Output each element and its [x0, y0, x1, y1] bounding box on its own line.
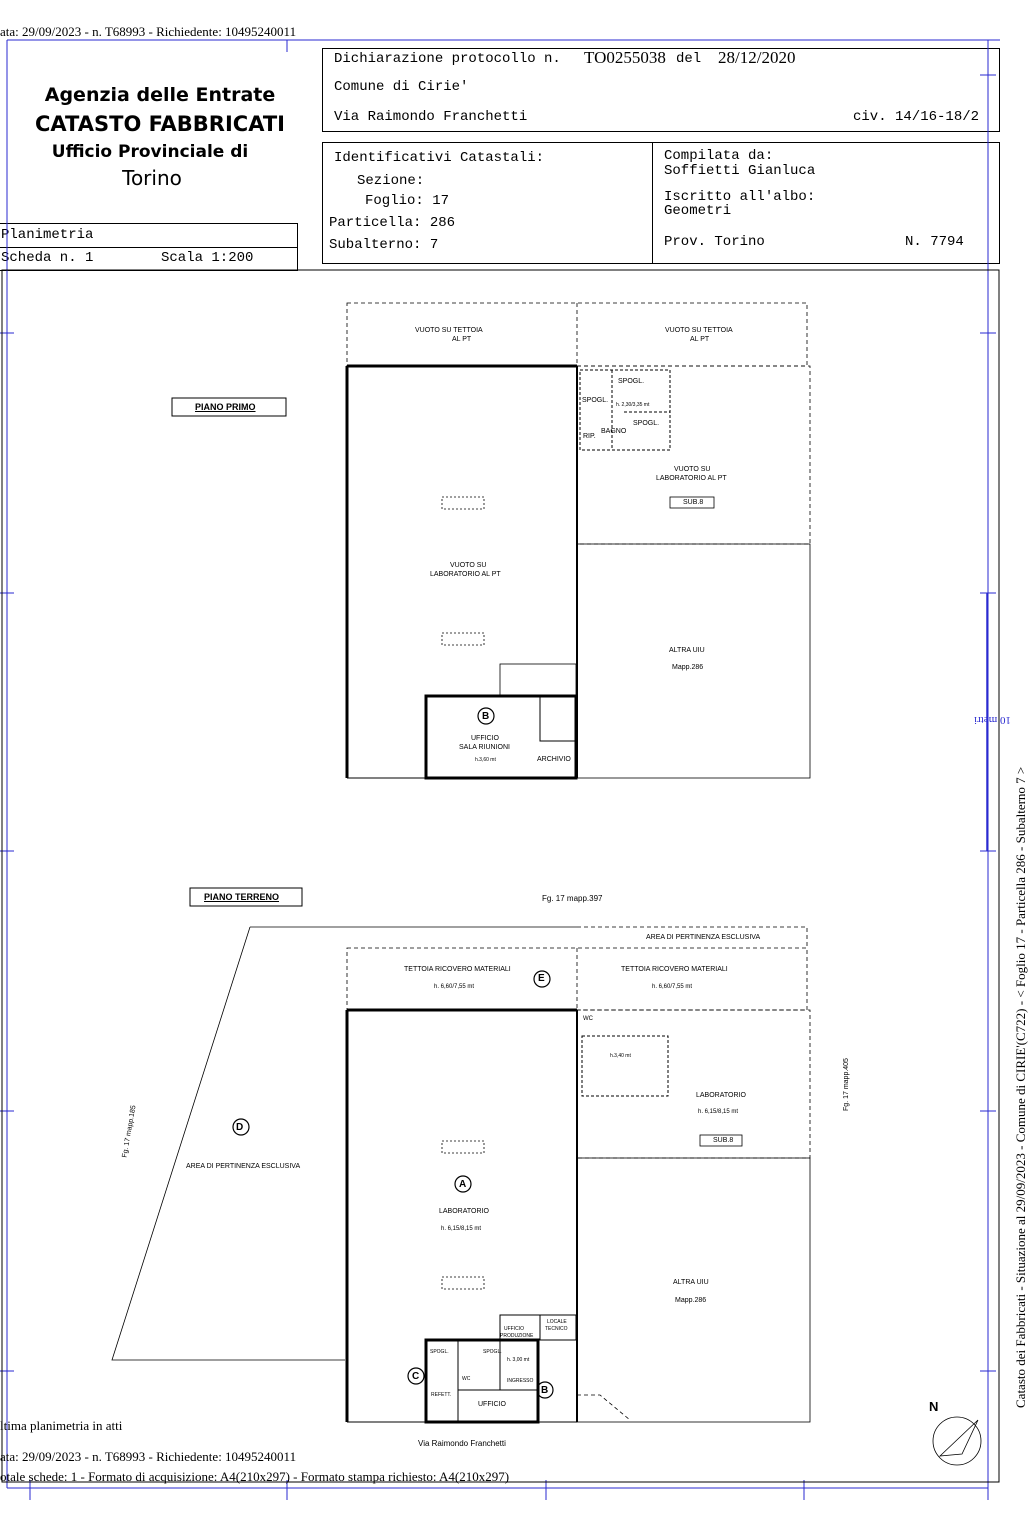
- label-h-lab-right: h. 6,15/8,15 mt: [698, 1109, 739, 1115]
- label-laboratorio-left: LABORATORIO: [439, 1208, 489, 1215]
- north-arrow-icon: [933, 1417, 981, 1465]
- label-tettoia-right-1: VUOTO SU TETTOIA: [665, 327, 733, 334]
- register-number: N. 7794: [905, 234, 964, 250]
- label-locale-1: LOCALE: [547, 1319, 567, 1325]
- label-h-ufficio: h.3,60 mt: [475, 757, 496, 763]
- identificativi-title: Identificativi Catastali:: [334, 150, 545, 166]
- compilata-name: Soffietti Gianluca: [664, 163, 816, 179]
- compilata-label: Compilata da:: [664, 148, 774, 164]
- label-spogl-3: SPOGL.: [633, 420, 660, 427]
- label-ufficio-terreno: UFFICIO: [478, 1401, 506, 1408]
- label-ufficio-prod-1: UFFICIO: [504, 1326, 524, 1332]
- subalterno-field: Subalterno: 7: [329, 237, 439, 253]
- label-e: E: [538, 973, 545, 984]
- label-c: C: [412, 1371, 420, 1382]
- label-d: D: [236, 1122, 244, 1133]
- label-archivio: ARCHIVIO: [537, 756, 571, 763]
- label-area-pert-top: AREA DI PERTINENZA ESCLUSIVA: [646, 934, 761, 941]
- province-field: Prov. Torino: [664, 234, 765, 250]
- label-sub8-terreno: SUB.8: [713, 1137, 734, 1144]
- address-street: Via Raimondo Franchetti: [334, 109, 528, 125]
- agency-name: Agenzia delle Entrate: [44, 84, 276, 106]
- label-h-300: h. 3,00 mt: [507, 1357, 530, 1363]
- label-mapp286-terreno: Mapp.286: [675, 1297, 707, 1304]
- foglio-field: Foglio: 17: [365, 193, 450, 209]
- label-refett: REFETT.: [431, 1392, 452, 1398]
- label-sala-riunioni: SALA RIUNIONI: [459, 744, 510, 751]
- label-tettoia-ric-right: TETTOIA RICOVERO MATERIALI: [621, 966, 728, 973]
- protocol-label: Dichiarazione protocollo n.: [334, 51, 561, 67]
- label-h-tettoia-left: h. 6,60/7,55 mt: [434, 984, 475, 990]
- particella-field: Particella: 286: [329, 215, 456, 231]
- iscritto-label: Iscritto all'albo:: [664, 189, 816, 205]
- scheda-number: Scheda n. 1: [1, 250, 94, 266]
- label-area-pert-left: AREA DI PERTINENZA ESCLUSIVA: [186, 1163, 301, 1170]
- label-fg-405: Fg. 17 mapp.405: [842, 1058, 850, 1111]
- label-piano-terreno: PIANO TERRENO: [204, 892, 280, 902]
- label-spogl-2: SPOGL.: [582, 397, 609, 404]
- label-laboratorio-right: LABORATORIO: [696, 1092, 746, 1099]
- totale-schede: otale schede: 1 - Formato di acquisizione: A4(210x297) - Formato stampa richiesto: A4(210x297): [0, 1469, 510, 1484]
- side-situation-text: Catasto dei Fabbricati - Situazione al 29/09/2023 - Comune di CIRIE'(C722) - < Foglio 17 - Particella 286 - Subalterno 7 >: [1013, 766, 1028, 1408]
- label-tettoia-left-1: VUOTO SU TETTOIA: [415, 327, 483, 334]
- comune-name: Comune di Cirie': [334, 79, 469, 95]
- iscritto-value: Geometri: [664, 203, 732, 219]
- label-altra-uiu-primo: ALTRA UIU: [669, 647, 705, 654]
- label-vuoto-lab-left-1: VUOTO SU: [450, 562, 487, 569]
- label-piano-primo: PIANO PRIMO: [195, 402, 256, 412]
- label-vuoto-lab-right-2: LABORATORIO AL PT: [656, 475, 727, 482]
- request-line-top: ata: 29/09/2023 - n. T68993 - Richiedente: 10495240011: [0, 24, 297, 39]
- label-ufficio-prod-2: PRODUZIONE: [500, 1333, 534, 1339]
- protocol-date: 28/12/2020: [718, 48, 796, 67]
- north-label: N: [929, 1399, 939, 1414]
- label-locale-2: TECNICO: [545, 1326, 568, 1332]
- label-fg-185: Fg. 17 mapp.185: [121, 1104, 138, 1159]
- label-tettoia-left-2: AL PT: [452, 336, 472, 343]
- scale-ruler-label: 10 metri: [974, 714, 1011, 726]
- label-a: A: [459, 1179, 467, 1190]
- sezione-field: Sezione:: [357, 173, 425, 189]
- label-mapp286-primo: Mapp.286: [672, 664, 704, 671]
- address-civic: civ. 14/16-18/2: [853, 109, 980, 125]
- label-b-primo: B: [482, 711, 490, 722]
- label-vuoto-lab-right-1: VUOTO SU: [674, 466, 711, 473]
- request-line-bottom: ata: 29/09/2023 - n. T68993 - Richiedente: 10495240011: [0, 1449, 297, 1464]
- label-spogl-terreno-2: SPOGL.: [483, 1349, 502, 1355]
- label-vuoto-lab-left-2: LABORATORIO AL PT: [430, 571, 501, 578]
- label-ufficio-primo: UFFICIO: [471, 735, 499, 742]
- label-rip: RIP.: [583, 433, 596, 440]
- planimetria-title: Planimetria: [1, 227, 94, 243]
- label-h-340: h.3,40 mt: [610, 1053, 631, 1059]
- agency-catasto: CATASTO FABBRICATI: [35, 112, 285, 136]
- label-h-tettoia-right: h. 6,60/7,55 mt: [652, 984, 693, 990]
- label-tettoia-right-2: AL PT: [690, 336, 710, 343]
- label-sub8-primo: SUB.8: [683, 499, 704, 506]
- scala-value: Scala 1:200: [161, 250, 254, 266]
- protocol-number: TO0255038: [584, 48, 666, 67]
- label-bagno: BAGNO: [601, 428, 627, 435]
- label-via-bottom: Via Raimondo Franchetti: [418, 1439, 506, 1448]
- agency-office: Ufficio Provinciale di: [51, 142, 249, 162]
- label-fg-397: Fg. 17 mapp.397: [542, 894, 603, 903]
- label-wc-terreno: WC: [583, 1016, 593, 1022]
- label-h-lab-left: h. 6,15/8,15 mt: [441, 1226, 482, 1232]
- label-wc-small: WC: [462, 1376, 471, 1382]
- agency-province: Torino: [122, 166, 182, 190]
- label-tettoia-ric-left: TETTOIA RICOVERO MATERIALI: [404, 966, 511, 973]
- label-spogl-terreno-1: SPOGL.: [430, 1349, 449, 1355]
- ultima-planimetria: ltima planimetria in atti: [0, 1418, 123, 1433]
- label-altra-uiu-terreno: ALTRA UIU: [673, 1279, 709, 1286]
- label-b-terreno: B: [541, 1385, 549, 1396]
- label-h-spogl: h. 2,30/3,35 mt: [616, 402, 650, 408]
- protocol-del: del: [676, 51, 702, 67]
- label-ingresso: INGRESSO: [507, 1378, 534, 1384]
- label-spogl-1: SPOGL.: [618, 378, 645, 385]
